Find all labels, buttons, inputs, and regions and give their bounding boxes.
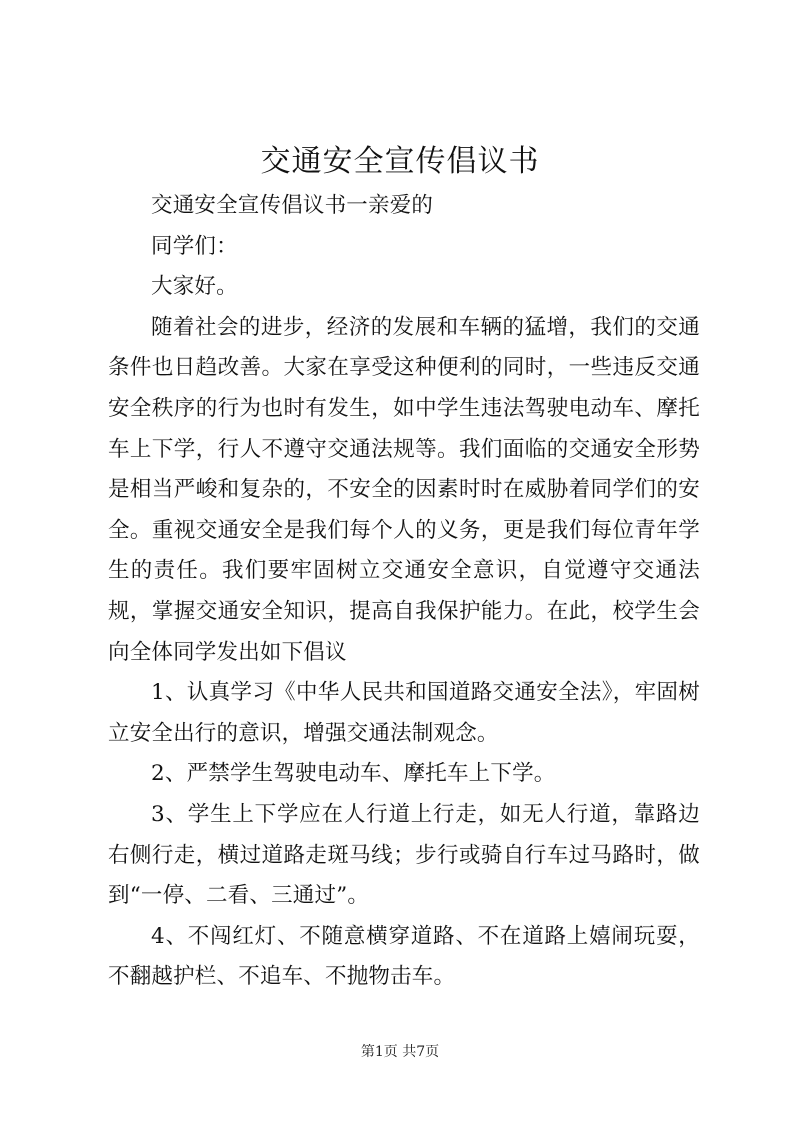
paragraph-item-4: 4、不闯红灯、不随意横穿道路、不在道路上嬉闹玩耍，不翻越护栏、不追车、不抛物击车。 xyxy=(108,923,700,990)
paragraph-item-2: 2、严禁学生驾驶电动车、摩托车上下学。 xyxy=(151,761,556,787)
paragraph-item-3: 3、学生上下学应在人行道上行走，如无人行道，靠路边右侧行走，横过道路走斑马线；步行或骑自行车过马路时，做到“一停、二看、三通过”。 xyxy=(108,801,700,909)
document-title: 交通安全宣传倡议书 xyxy=(260,144,540,179)
paragraph-salutation: 同学们： xyxy=(151,233,238,259)
document-body xyxy=(108,186,700,998)
paragraph-introduction: 随着社会的进步，经济的发展和车辆的猛增，我们的交通条件也日趋改善。大家在享受这种便利的同时，一些违反交通安全秩序的行为也时有发生，如中学生违法驾驶电动车、摩托车上下学，行人不遵守交通法规等。我们面临的交通安全形势是相当严峻和复杂的，不安全的因素时时在威胁着同学们的安全。重视交通安全是我们每个人的义务，更是我们每位青年学生的责任。我们要牢固树立交通安全意识，自觉遵守交通法规，掌握交通安全知识，提高自我保护能力。在此，校学生会向全体同学发出如下倡议 xyxy=(108,314,700,665)
paragraph-greeting: 大家好。 xyxy=(151,274,238,300)
paragraph-item-1: 1、认真学习《中华人民共和国道路交通安全法》，牢固树立安全出行的意识，增强交通法制观念。 xyxy=(108,680,700,746)
page-footer: 第1页 共7页 xyxy=(360,1044,440,1060)
paragraph-heading-line: 交通安全宣传倡议书一亲爱的 xyxy=(151,193,434,218)
